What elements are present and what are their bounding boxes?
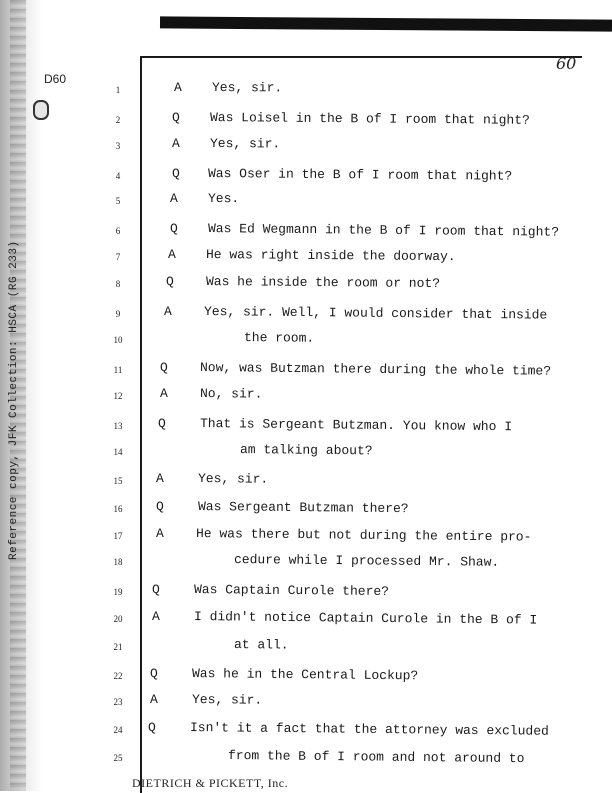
transcript-line	[0, 414, 612, 440]
line-number: 4	[115, 171, 121, 181]
testimony-text: Yes, sir.	[211, 80, 283, 96]
line-number: 18	[113, 557, 123, 567]
testimony-text: Was Sergeant Butzman there?	[197, 499, 409, 517]
transcript-line	[0, 108, 612, 134]
transcript-line	[0, 607, 612, 633]
transcript-line	[0, 134, 612, 160]
speaker-label: A	[156, 471, 164, 486]
top-black-bar	[160, 16, 612, 31]
transcript-line	[0, 189, 612, 215]
speaker-label: Q	[158, 416, 166, 431]
transcript-line	[0, 328, 612, 354]
transcript-line	[0, 718, 612, 744]
line-number: 10	[113, 335, 123, 345]
line-number: 9	[115, 309, 121, 319]
document-id: D60	[44, 72, 67, 86]
speaker-label: A	[152, 609, 160, 624]
testimony-text: cedure while I processed Mr. Shaw.	[233, 552, 500, 570]
speaker-label: A	[168, 247, 176, 262]
speaker-label: Q	[150, 666, 158, 681]
testimony-text: Was Loisel in the B of I room that night?	[209, 110, 530, 128]
testimony-text: the room.	[243, 330, 315, 346]
page-number: 60	[556, 54, 577, 73]
transcript-line	[0, 440, 612, 466]
testimony-text: Now, was Butzman there during the whole time?	[199, 360, 552, 379]
speaker-label: A	[164, 304, 172, 319]
testimony-text: Was Ed Wegmann in the B of I room that night?	[207, 221, 560, 240]
testimony-text: Yes, sir.	[191, 692, 263, 708]
line-number: 22	[113, 671, 123, 681]
line-number: 13	[113, 421, 123, 431]
speaker-label: Q	[156, 499, 164, 514]
testimony-text: That is Sergeant Butzman. You know who I	[199, 416, 513, 435]
transcript-line	[0, 272, 612, 298]
testimony-text: Yes, sir. Well, I would consider that inside	[203, 304, 548, 323]
transcript-line	[0, 550, 612, 576]
side-reference-label: Reference copy, JFK Collection: HSCA (RG 233)	[8, 240, 20, 560]
testimony-text: No, sir.	[199, 386, 263, 402]
transcript-line	[0, 746, 612, 772]
testimony-text: Was Oser in the B of I room that night?	[207, 166, 513, 184]
testimony-text: Was he inside the room or not?	[205, 274, 441, 292]
line-number: 12	[113, 391, 123, 401]
line-number: 16	[113, 504, 123, 514]
speaker-label: Q	[166, 274, 174, 289]
transcript-line	[0, 580, 612, 606]
footer-reporter: DIETRICH & PICKETT, Inc.	[132, 776, 289, 790]
testimony-text: Yes, sir.	[197, 471, 269, 487]
transcript-line	[0, 384, 612, 410]
transcript-line	[0, 78, 612, 104]
line-number: 25	[113, 753, 123, 763]
speaker-label: A	[170, 191, 178, 206]
transcript-line	[0, 219, 612, 245]
transcript-line	[0, 164, 612, 190]
line-number: 8	[115, 279, 121, 289]
transcript-line	[0, 358, 612, 384]
testimony-text: at all.	[233, 637, 289, 653]
line-number: 1	[115, 85, 121, 95]
line-number: 14	[113, 447, 123, 457]
testimony-text: Isn't it a fact that the attorney was excluded	[189, 720, 549, 739]
testimony-text: I didn't notice Captain Curole in the B of I	[193, 609, 538, 628]
testimony-text: Was he in the Central Lockup?	[191, 666, 419, 684]
testimony-text: He was there but not during the entire pro-	[195, 526, 532, 545]
testimony-text: He was right inside the doorway.	[205, 247, 456, 265]
transcript-line	[0, 690, 612, 716]
speaker-label: A	[160, 386, 168, 401]
line-number: 17	[113, 531, 123, 541]
line-number: 23	[113, 697, 123, 707]
line-number: 20	[113, 614, 123, 624]
transcript-line	[0, 664, 612, 690]
testimony-text: from the B of I room and not around to	[227, 748, 525, 767]
speaker-label: Q	[172, 166, 180, 181]
line-number: 11	[113, 365, 123, 375]
speaker-label: A	[150, 692, 158, 707]
line-number: 15	[113, 476, 123, 486]
line-number: 7	[115, 252, 121, 262]
testimony-text: Yes.	[207, 191, 240, 207]
line-number: 6	[115, 226, 121, 236]
speaker-label: Q	[148, 720, 156, 735]
line-number: 19	[113, 587, 123, 597]
speaker-label: A	[174, 80, 182, 95]
transcript-line	[0, 245, 612, 271]
line-number: 2	[115, 115, 121, 125]
transcript-line	[0, 635, 612, 661]
testimony-text: am talking about?	[239, 442, 373, 459]
line-number: 3	[115, 141, 121, 151]
speaker-label: A	[156, 526, 164, 541]
line-number: 5	[115, 196, 121, 206]
transcript-line	[0, 497, 612, 523]
speaker-label: Q	[152, 582, 160, 597]
testimony-text: Was Captain Curole there?	[193, 582, 390, 600]
testimony-text: Yes, sir.	[209, 136, 281, 152]
speaker-label: Q	[160, 360, 168, 375]
line-number: 24	[113, 725, 123, 735]
transcript-line	[0, 469, 612, 495]
transcript-line	[0, 302, 612, 328]
speaker-label: Q	[170, 221, 178, 236]
transcript-line	[0, 524, 612, 550]
speaker-label: Q	[172, 110, 180, 125]
speaker-label: A	[172, 136, 180, 151]
line-number: 21	[113, 642, 123, 652]
